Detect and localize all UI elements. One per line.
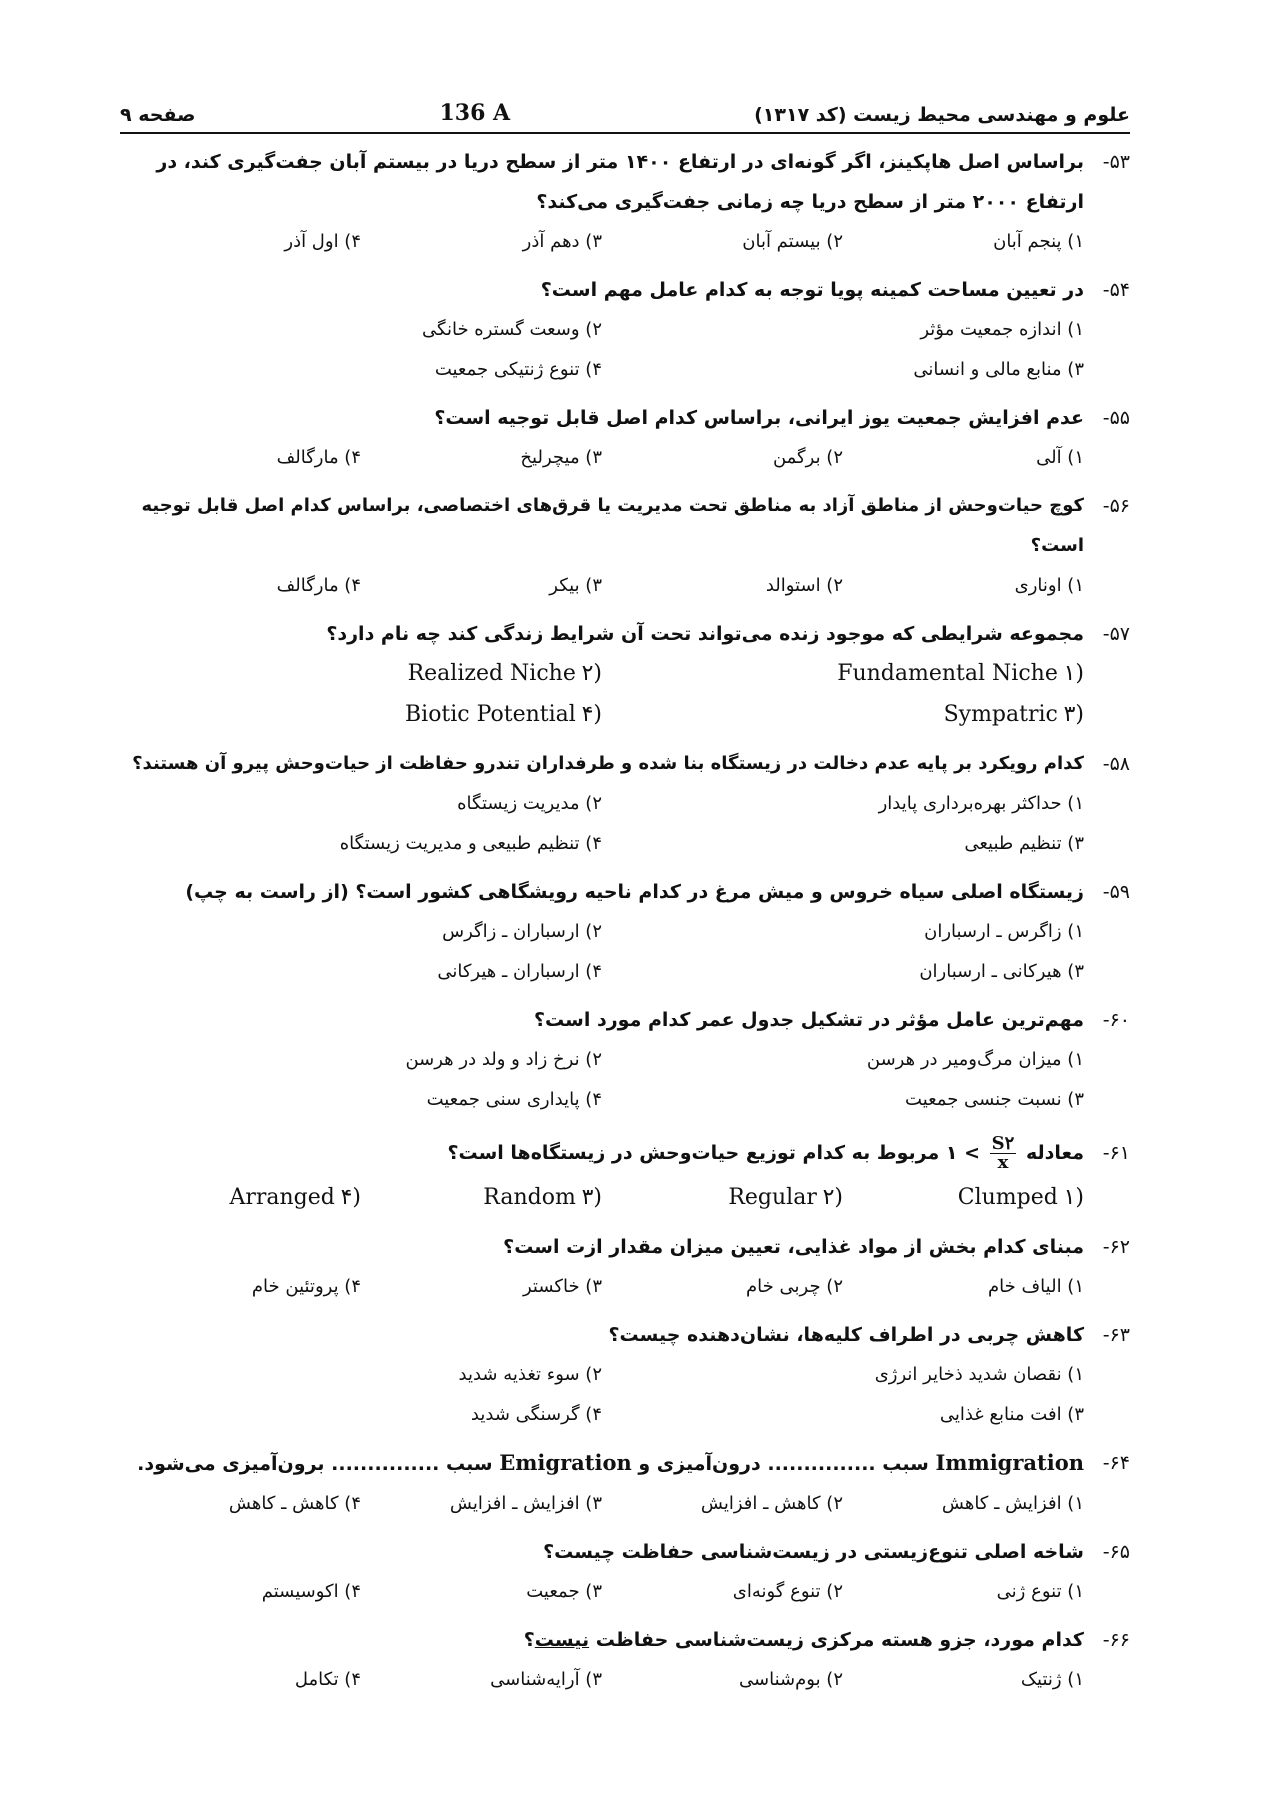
fraction: $\frac{S۲}{x}$: [991, 1133, 1015, 1173]
question-stem: Immigration سبب ............... درون‌آمیزی و Emigration سبب ............... برون‌آمیزی می‌شود.: [137, 1450, 1084, 1475]
option-1[interactable]: ۱) نقصان شدید ذخایر انرژی: [874, 1364, 1084, 1385]
question-stem: مجموعه شرایطی که موجود زنده می‌تواند تحت آن شرایط زندگی کند چه نام دارد؟: [326, 623, 1084, 645]
question-stem: براساس اصل هاپکینز، اگر گونه‌ای در ارتفاع ۱۴۰۰ متر از سطح دریا در بیستم آبان جفت‌گیری کند، در ارتفاع ۲۰۰۰ متر از سطح دریا چه زمانی جفت‌گیری می‌کند؟: [156, 151, 1084, 213]
question-number: ۶۳-: [1102, 1324, 1130, 1346]
question-57: [120, 614, 1130, 736]
question-stem: شاخه اصلی تنوع‌زیستی در زیست‌شناسی حفاظت چیست؟: [543, 1541, 1084, 1563]
option-4[interactable]: ۴) پروتئین خام: [251, 1276, 361, 1297]
options: [120, 1572, 1130, 1612]
option-3[interactable]: ۳) افت منابع غذایی: [939, 1404, 1084, 1425]
question-stem: معادله ۱ < $\frac{S۲}{x}$ مربوط به کدام توزیع حیات‌وحش در زیستگاه‌ها است؟: [120, 1128, 1084, 1178]
option-1[interactable]: ۱) تنوع ژنی: [996, 1581, 1084, 1602]
question-number: ۵۷-: [1102, 623, 1130, 645]
question-number: ۵۶-: [1102, 495, 1130, 517]
term-emigration: Emigration: [499, 1450, 632, 1475]
option-1[interactable]: ۱) زاگرس ـ ارسباران: [924, 921, 1084, 942]
option-2[interactable]: ۲) برگمن: [772, 447, 843, 468]
question-stem: زیستگاه اصلی سیاه خروس و میش مرغ در کدام ناحیه رویشگاهی کشور است؟ (از راست به چپ): [185, 881, 1084, 903]
question-61: [120, 1128, 1130, 1219]
option-2[interactable]: ۲) ارسباران ـ زاگرس: [442, 921, 602, 942]
option-4[interactable]: ۴) تنوع ژنتیکی جمعیت: [434, 359, 602, 380]
option-1[interactable]: ۱) اندازه جمعیت مؤثر: [920, 319, 1084, 340]
options: [120, 784, 1130, 864]
option-2[interactable]: ۲) بیستم آبان: [742, 231, 843, 252]
option-2[interactable]: ۲) چربی خام: [746, 1276, 843, 1297]
option-3[interactable]: ۳) نسبت جنسی جمعیت: [905, 1089, 1084, 1110]
question-stem: عدم افزایش جمعیت یوز ایرانی، براساس کدام اصل قابل توجیه است؟: [434, 407, 1084, 429]
question-60: [120, 1000, 1130, 1120]
option-2[interactable]: ۲) کاهش ـ افزایش: [700, 1493, 843, 1514]
options: [120, 310, 1130, 390]
question-65: [120, 1532, 1130, 1612]
question-number: ۶۴-: [1102, 1452, 1130, 1474]
question-number: ۵۵-: [1102, 407, 1130, 429]
page-header: [120, 100, 1130, 134]
options: [120, 1355, 1130, 1435]
equation: ۱ < $\frac{S۲}{x}$: [945, 1133, 1015, 1173]
option-3[interactable]: (۳ Sympatric: [943, 702, 1084, 727]
question-stem: کدام مورد، جزو هسته مرکزی زیست‌شناسی حفاظت نیست؟: [523, 1629, 1084, 1651]
option-2[interactable]: ۲) مدیریت زیستگاه: [457, 793, 602, 814]
option-1[interactable]: ۱) افزایش ـ کاهش: [941, 1493, 1084, 1514]
option-1[interactable]: (۱ Fundamental Niche: [837, 661, 1084, 686]
option-4[interactable]: ۴) تنظیم طبیعی و مدیریت زیستگاه: [339, 833, 602, 854]
question-62: [120, 1227, 1130, 1307]
option-3[interactable]: ۳) میچرلیخ: [520, 447, 602, 468]
option-3[interactable]: ۳) دهم آذر: [522, 231, 602, 252]
option-2[interactable]: ۲) بوم‌شناسی: [739, 1669, 843, 1690]
option-1[interactable]: ۱) آلی: [1036, 447, 1084, 468]
question-56: [120, 486, 1130, 606]
option-4[interactable]: ۴) پایداری سنی جمعیت: [426, 1089, 602, 1110]
option-4[interactable]: ۴) مارگالف: [276, 575, 361, 596]
option-1[interactable]: ۱) پنجم آبان: [993, 231, 1084, 252]
course-title: علوم و مهندسی محیط زیست (کد ۱۳۱۷): [754, 104, 1130, 126]
question-number: ۵۳-: [1102, 151, 1130, 173]
question-number: ۶۵-: [1102, 1541, 1130, 1563]
question-54: [120, 270, 1130, 390]
question-stem: در تعیین مساحت کمینه پویا توجه به کدام عامل مهم است؟: [540, 279, 1084, 301]
option-2[interactable]: ۲) سوء تغذیه شدید: [458, 1364, 602, 1385]
option-4[interactable]: ۴) گرسنگی شدید: [470, 1404, 602, 1425]
question-number: ۵۹-: [1102, 881, 1130, 903]
option-3[interactable]: (۳ Random: [483, 1185, 602, 1210]
question-number: ۶۰-: [1102, 1009, 1130, 1031]
question-number: ۶۱-: [1102, 1142, 1130, 1164]
underlined-word: نیست: [534, 1629, 590, 1651]
option-3[interactable]: ۳) بیکر: [549, 575, 602, 596]
options: [120, 912, 1130, 992]
options: [120, 1484, 1130, 1524]
question-number: ۵۸-: [1102, 753, 1130, 775]
option-2[interactable]: ۲) وسعت گستره خانگی: [422, 319, 602, 340]
options: [120, 1178, 1130, 1219]
question-58: [120, 744, 1130, 864]
page-number: صفحه ۹: [120, 104, 196, 126]
option-3[interactable]: ۳) افزایش ـ افزایش: [449, 1493, 602, 1514]
option-1[interactable]: ۱) اوناری: [1014, 575, 1084, 596]
option-3[interactable]: ۳) جمعیت: [526, 1581, 602, 1602]
question-59: [120, 872, 1130, 992]
options: [120, 654, 1130, 736]
question-stem: کاهش چربی در اطراف کلیه‌ها، نشان‌دهنده چیست؟: [608, 1324, 1084, 1346]
question-stem: مهم‌ترین عامل مؤثر در تشکیل جدول عمر کدام مورد است؟: [534, 1009, 1084, 1031]
option-2[interactable]: (۲ Realized Niche: [407, 661, 602, 686]
question-53: [120, 142, 1130, 262]
options: [120, 438, 1130, 478]
question-stem: مبنای کدام بخش از مواد غذایی، تعیین میزان مقدار ازت است؟: [503, 1236, 1084, 1258]
option-1[interactable]: (۱ Clumped: [957, 1185, 1084, 1210]
question-number: ۵۴-: [1102, 279, 1130, 301]
option-3[interactable]: ۳) هیرکانی ـ ارسباران: [919, 961, 1084, 982]
question-stem: کدام رویکرد بر پایه عدم دخالت در زیستگاه بنا شده و طرفداران تندرو حفاظت از حیات‌وحش پیرو آن هستند؟: [132, 753, 1084, 774]
option-1[interactable]: ۱) میزان مرگ‌ومیر در هرسن: [866, 1049, 1084, 1070]
exam-page: [120, 100, 1130, 1700]
option-1[interactable]: ۱) حداکثر بهره‌برداری پایدار: [878, 793, 1084, 814]
option-3[interactable]: ۳) تنظیم طبیعی: [964, 833, 1084, 854]
option-4[interactable]: ۴) تکامل: [294, 1669, 361, 1690]
option-4[interactable]: (۴ Arranged: [229, 1185, 361, 1210]
option-4[interactable]: ۴) اکوسیستم: [261, 1581, 361, 1602]
options: [120, 1267, 1130, 1307]
options: [120, 1040, 1130, 1120]
option-3[interactable]: ۳) آرایه‌شناسی: [490, 1669, 602, 1690]
option-3[interactable]: ۳) خاکستر: [522, 1276, 602, 1297]
options: [120, 566, 1130, 606]
options: [120, 222, 1130, 262]
option-1[interactable]: ۱) ژنتیک: [1020, 1669, 1084, 1690]
option-2[interactable]: ۲) استوالد: [765, 575, 843, 596]
booklet-code: 136 A: [439, 100, 511, 126]
question-number: ۶۲-: [1102, 1236, 1130, 1258]
option-2[interactable]: ۲) نرخ زاد و ولد در هرسن: [405, 1049, 602, 1070]
option-2[interactable]: (۲ Regular: [728, 1185, 843, 1210]
option-1[interactable]: ۱) الیاف خام: [988, 1276, 1084, 1297]
option-4[interactable]: ۴) مارگالف: [276, 447, 361, 468]
question-64: [120, 1443, 1130, 1524]
question-63: [120, 1315, 1130, 1435]
question-55: [120, 398, 1130, 478]
option-2[interactable]: ۲) تنوع گونه‌ای: [732, 1581, 843, 1602]
option-3[interactable]: ۳) منابع مالی و انسانی: [913, 359, 1084, 380]
question-66: [120, 1620, 1130, 1700]
option-4[interactable]: (۴ Biotic Potential: [404, 702, 602, 727]
options: [120, 1660, 1130, 1700]
term-immigration: Immigration: [935, 1450, 1084, 1475]
question-stem: کوچ حیات‌وحش از مناطق آزاد به مناطق تحت مدیریت یا قرق‌های اختصاصی، براساس کدام اصل قابل توجیه است؟: [141, 495, 1084, 556]
option-4[interactable]: ۴) اول آذر: [284, 231, 361, 252]
option-4[interactable]: ۴) کاهش ـ کاهش: [228, 1493, 361, 1514]
question-number: ۶۶-: [1102, 1629, 1130, 1651]
option-4[interactable]: ۴) ارسباران ـ هیرکانی: [437, 961, 602, 982]
